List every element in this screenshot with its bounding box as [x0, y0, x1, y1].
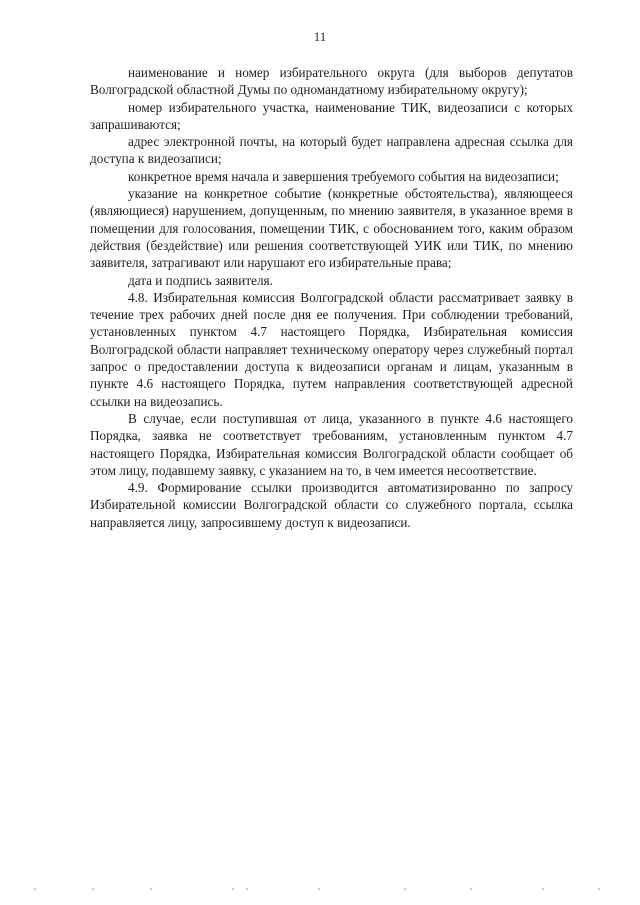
paragraph-event-description: указание на конкретное событие (конкретные обстоятельства), являющееся (являющиеся) нарушением, допущенным, по мнению заявителя, в указанное время в помещении для голосования, помещении ТИК, с обоснованием того, каким образом действия (бездействие) или решения соответствующей УИК или ТИК, по мнению заявителя, затрагивают или нарушают его избирательные права; [90, 186, 573, 271]
paragraph-district: наименование и номер избирательного округа (для выборов депутатов Волгоградской областной Думы по одномандатному избирательному округу); [90, 65, 573, 98]
paragraph-email: адрес электронной почты, на который будет направлена адресная ссылка для доступа к видеозаписи; [90, 134, 573, 167]
document-body [90, 64, 573, 531]
paragraph-event-time: конкретное время начала и завершения требуемого события на видеозаписи; [128, 168, 559, 184]
scan-artifact-dots [0, 888, 640, 892]
page-number: 11 [313, 29, 327, 44]
paragraph-polling-station: номер избирательного участка, наименование ТИК, видеозаписи с которых запрашиваются; [90, 99, 573, 132]
paragraph-section-4-8: 4.8. Избирательная комиссия Волгоградской области рассматривает заявку в течение трех рабочих дней после дня ее получения. При соблюдении требований, установленных пунктом 4.7 настоящего Порядка, Избирательная комиссия Волгоградской области направляет техническому оператору через служебный портал запрос о предоставлении доступа к видеозаписи органам и лицам, указанным в пункте 4.6 настоящего Порядка, путем направления соответствующей адресной ссылки на видеозапись. [90, 289, 573, 409]
paragraph-nonconformity: В случае, если поступившая от лица, указанного в пункте 4.6 настоящего Порядка, заявка не соответствует требованиям, установленным пунктом 4.7 настоящего Порядка, Избирательная комиссия Волгоградской области сообщает об этом лицу, подавшему заявку, с указанием на то, в чем имеется несоответствие. [90, 410, 573, 478]
paragraph-date-signature: дата и подпись заявителя. [128, 272, 273, 288]
paragraph-section-4-9: 4.9. Формирование ссылки производится автоматизированно по запросу Избирательной комиссии Волгоградской области со служебного портала, ссылка направляется лицу, запросившему доступ к видеозаписи. [90, 480, 573, 530]
